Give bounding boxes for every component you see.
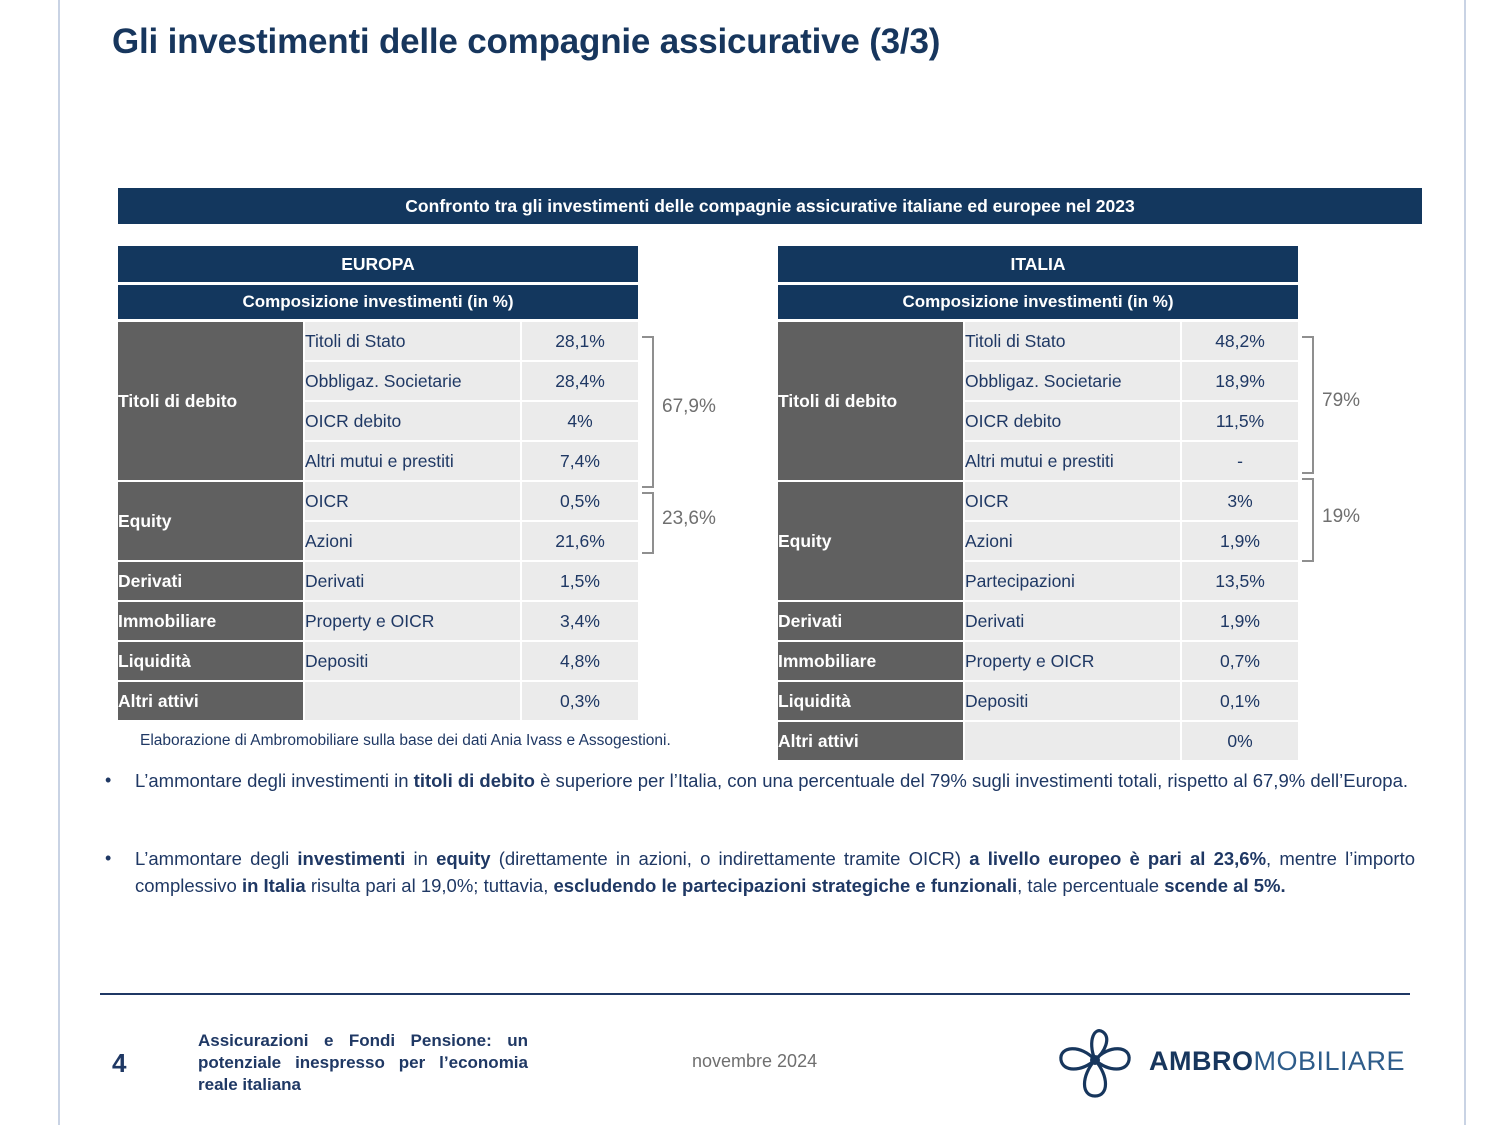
- row-label: OICR debito: [965, 402, 1182, 442]
- bullet-item: [105, 768, 1415, 794]
- row-value: 0,5%: [522, 482, 638, 522]
- row-label: Obbligaz. Societarie: [305, 362, 522, 402]
- logo-text: [1149, 1046, 1405, 1077]
- row-value: 0,7%: [1182, 642, 1298, 682]
- row-label: Titoli di Stato: [965, 322, 1182, 362]
- ambromobiliare-logo: [1051, 1022, 1405, 1100]
- table-row: [118, 322, 638, 362]
- row-value: 1,9%: [1182, 522, 1298, 562]
- logo-text-bold: AMBRO: [1148, 1045, 1254, 1076]
- table-row: [778, 602, 1298, 642]
- row-label: Obbligaz. Societarie: [965, 362, 1182, 402]
- table-italia: [778, 322, 1298, 762]
- bullet-marker: •: [105, 848, 112, 869]
- bullet-emphasis: titoli di debito: [413, 770, 535, 791]
- row-label: Depositi: [305, 642, 522, 682]
- row-label: Azioni: [965, 522, 1182, 562]
- bullet-segment: in: [405, 848, 437, 870]
- table-row: [778, 722, 1298, 762]
- bracket-italia-equity: [1302, 478, 1314, 562]
- table-row: [118, 642, 638, 682]
- clover-icon: [1051, 1022, 1139, 1100]
- row-label: Depositi: [965, 682, 1182, 722]
- panel-europa-header: EUROPA: [118, 246, 638, 282]
- row-value: 4,8%: [522, 642, 638, 682]
- bracket-italia-debito: [1302, 336, 1314, 474]
- row-label: Derivati: [965, 602, 1182, 642]
- row-value: 0,1%: [1182, 682, 1298, 722]
- panel-italia: [778, 246, 1298, 762]
- bullet-emphasis: investimenti: [297, 848, 406, 870]
- row-value: 3,4%: [522, 602, 638, 642]
- source-note: Elaborazione di Ambromobiliare sulla base dei dati Ania Ivass e Assogestioni.: [140, 732, 671, 749]
- row-category: Equity: [118, 482, 305, 562]
- row-label: Partecipazioni: [965, 562, 1182, 602]
- table-row: [118, 562, 638, 602]
- row-category: Liquidità: [118, 642, 305, 682]
- bracket-europa-equity: [642, 492, 654, 554]
- row-label: [305, 682, 522, 722]
- table-row: [778, 682, 1298, 722]
- total-italia-equity: 19%: [1322, 506, 1361, 527]
- row-value: 13,5%: [1182, 562, 1298, 602]
- row-label: Altri mutui e prestiti: [305, 442, 522, 482]
- table-row: [778, 322, 1298, 362]
- row-value: -: [1182, 442, 1298, 482]
- bullet-emphasis: in Italia: [241, 874, 306, 896]
- row-label: [965, 722, 1182, 762]
- table-europa: [118, 322, 638, 722]
- bullet-segment: L’ammontare degli investimenti in: [135, 770, 414, 791]
- row-label: Altri mutui e prestiti: [965, 442, 1182, 482]
- row-category: Derivati: [118, 562, 305, 602]
- bullet-list: [105, 768, 1415, 951]
- row-category: Titoli di debito: [118, 322, 305, 482]
- row-category: Titoli di debito: [778, 322, 965, 482]
- row-value: 28,1%: [522, 322, 638, 362]
- row-label: OICR: [965, 482, 1182, 522]
- row-category: Altri attivi: [118, 682, 305, 722]
- row-value: 0,3%: [522, 682, 638, 722]
- row-value: 7,4%: [522, 442, 638, 482]
- footer-document-title: Assicurazioni e Fondi Pensione: un potenziale inespresso per l’economia reale italiana: [198, 1031, 528, 1095]
- footer-date: novembre 2024: [692, 1051, 818, 1071]
- row-category: Liquidità: [778, 682, 965, 722]
- bullet-emphasis: a livello europeo è pari al 23,6%: [969, 848, 1267, 870]
- table-row: [778, 482, 1298, 522]
- bullet-segment: è superiore per l’Italia, con una percentuale del 79% sugli investimenti totali, rispetto al 67,9% dell’Europa.: [534, 770, 1409, 791]
- row-value: 18,9%: [1182, 362, 1298, 402]
- bullet-segment: (direttamente in azioni, o indirettamente tramite OICR): [490, 848, 970, 870]
- panel-italia-header: ITALIA: [778, 246, 1298, 282]
- total-italia-debito: 79%: [1322, 390, 1361, 411]
- row-value: 0%: [1182, 722, 1298, 762]
- panel-europa-subheader: Composizione investimenti (in %): [118, 285, 638, 319]
- table-row: [118, 602, 638, 642]
- row-value: 1,9%: [1182, 602, 1298, 642]
- bullet-emphasis: scende al 5%.: [1164, 874, 1286, 896]
- row-value: 48,2%: [1182, 322, 1298, 362]
- page-number: 4: [112, 1048, 127, 1078]
- row-category: Derivati: [778, 602, 965, 642]
- row-label: Property e OICR: [305, 602, 522, 642]
- bullet-segment: L’ammontare degli: [135, 848, 298, 870]
- bullet-segment: , tale percentuale: [1017, 874, 1165, 896]
- bullet-emphasis: equity: [436, 848, 491, 870]
- row-value: 11,5%: [1182, 402, 1298, 442]
- row-value: 21,6%: [522, 522, 638, 562]
- bullet-emphasis: escludendo le partecipazioni strategiche e funzionali: [553, 874, 1018, 896]
- bracket-europa-debito: [642, 336, 654, 488]
- row-value: 3%: [1182, 482, 1298, 522]
- bullet-segment: risulta pari al 19,0%; tuttavia,: [305, 874, 554, 896]
- row-label: OICR: [305, 482, 522, 522]
- table-row: [778, 642, 1298, 682]
- page-title: Gli investimenti delle compagnie assicurative (3/3): [112, 22, 941, 61]
- total-europa-equity: 23,6%: [662, 508, 716, 529]
- row-category: Equity: [778, 482, 965, 602]
- row-label: OICR debito: [305, 402, 522, 442]
- row-label: Titoli di Stato: [305, 322, 522, 362]
- bullet-text: [135, 846, 1415, 899]
- table-row: [118, 482, 638, 522]
- bullet-text: [135, 768, 1415, 794]
- left-border-rule: [58, 0, 60, 1125]
- row-category: Altri attivi: [778, 722, 965, 762]
- row-label: Derivati: [305, 562, 522, 602]
- row-value: 28,4%: [522, 362, 638, 402]
- bullet-segment: , mentre l’importo complessivo: [135, 848, 1416, 896]
- footer-divider: [100, 993, 1410, 995]
- bullet-marker: •: [105, 770, 112, 790]
- row-label: Azioni: [305, 522, 522, 562]
- right-border-rule: [1464, 0, 1466, 1125]
- total-europa-debito: 67,9%: [662, 396, 716, 417]
- row-category: Immobiliare: [118, 602, 305, 642]
- bullet-item: [105, 846, 1415, 899]
- row-value: 4%: [522, 402, 638, 442]
- panel-italia-subheader: Composizione investimenti (in %): [778, 285, 1298, 319]
- row-category: Immobiliare: [778, 642, 965, 682]
- comparison-banner: Confronto tra gli investimenti delle compagnie assicurative italiane ed europee nel 2023: [118, 188, 1422, 224]
- panel-europa: [118, 246, 638, 722]
- row-value: 1,5%: [522, 562, 638, 602]
- row-label: Property e OICR: [965, 642, 1182, 682]
- logo-text-light: MOBILIARE: [1253, 1045, 1405, 1076]
- table-row: [118, 682, 638, 722]
